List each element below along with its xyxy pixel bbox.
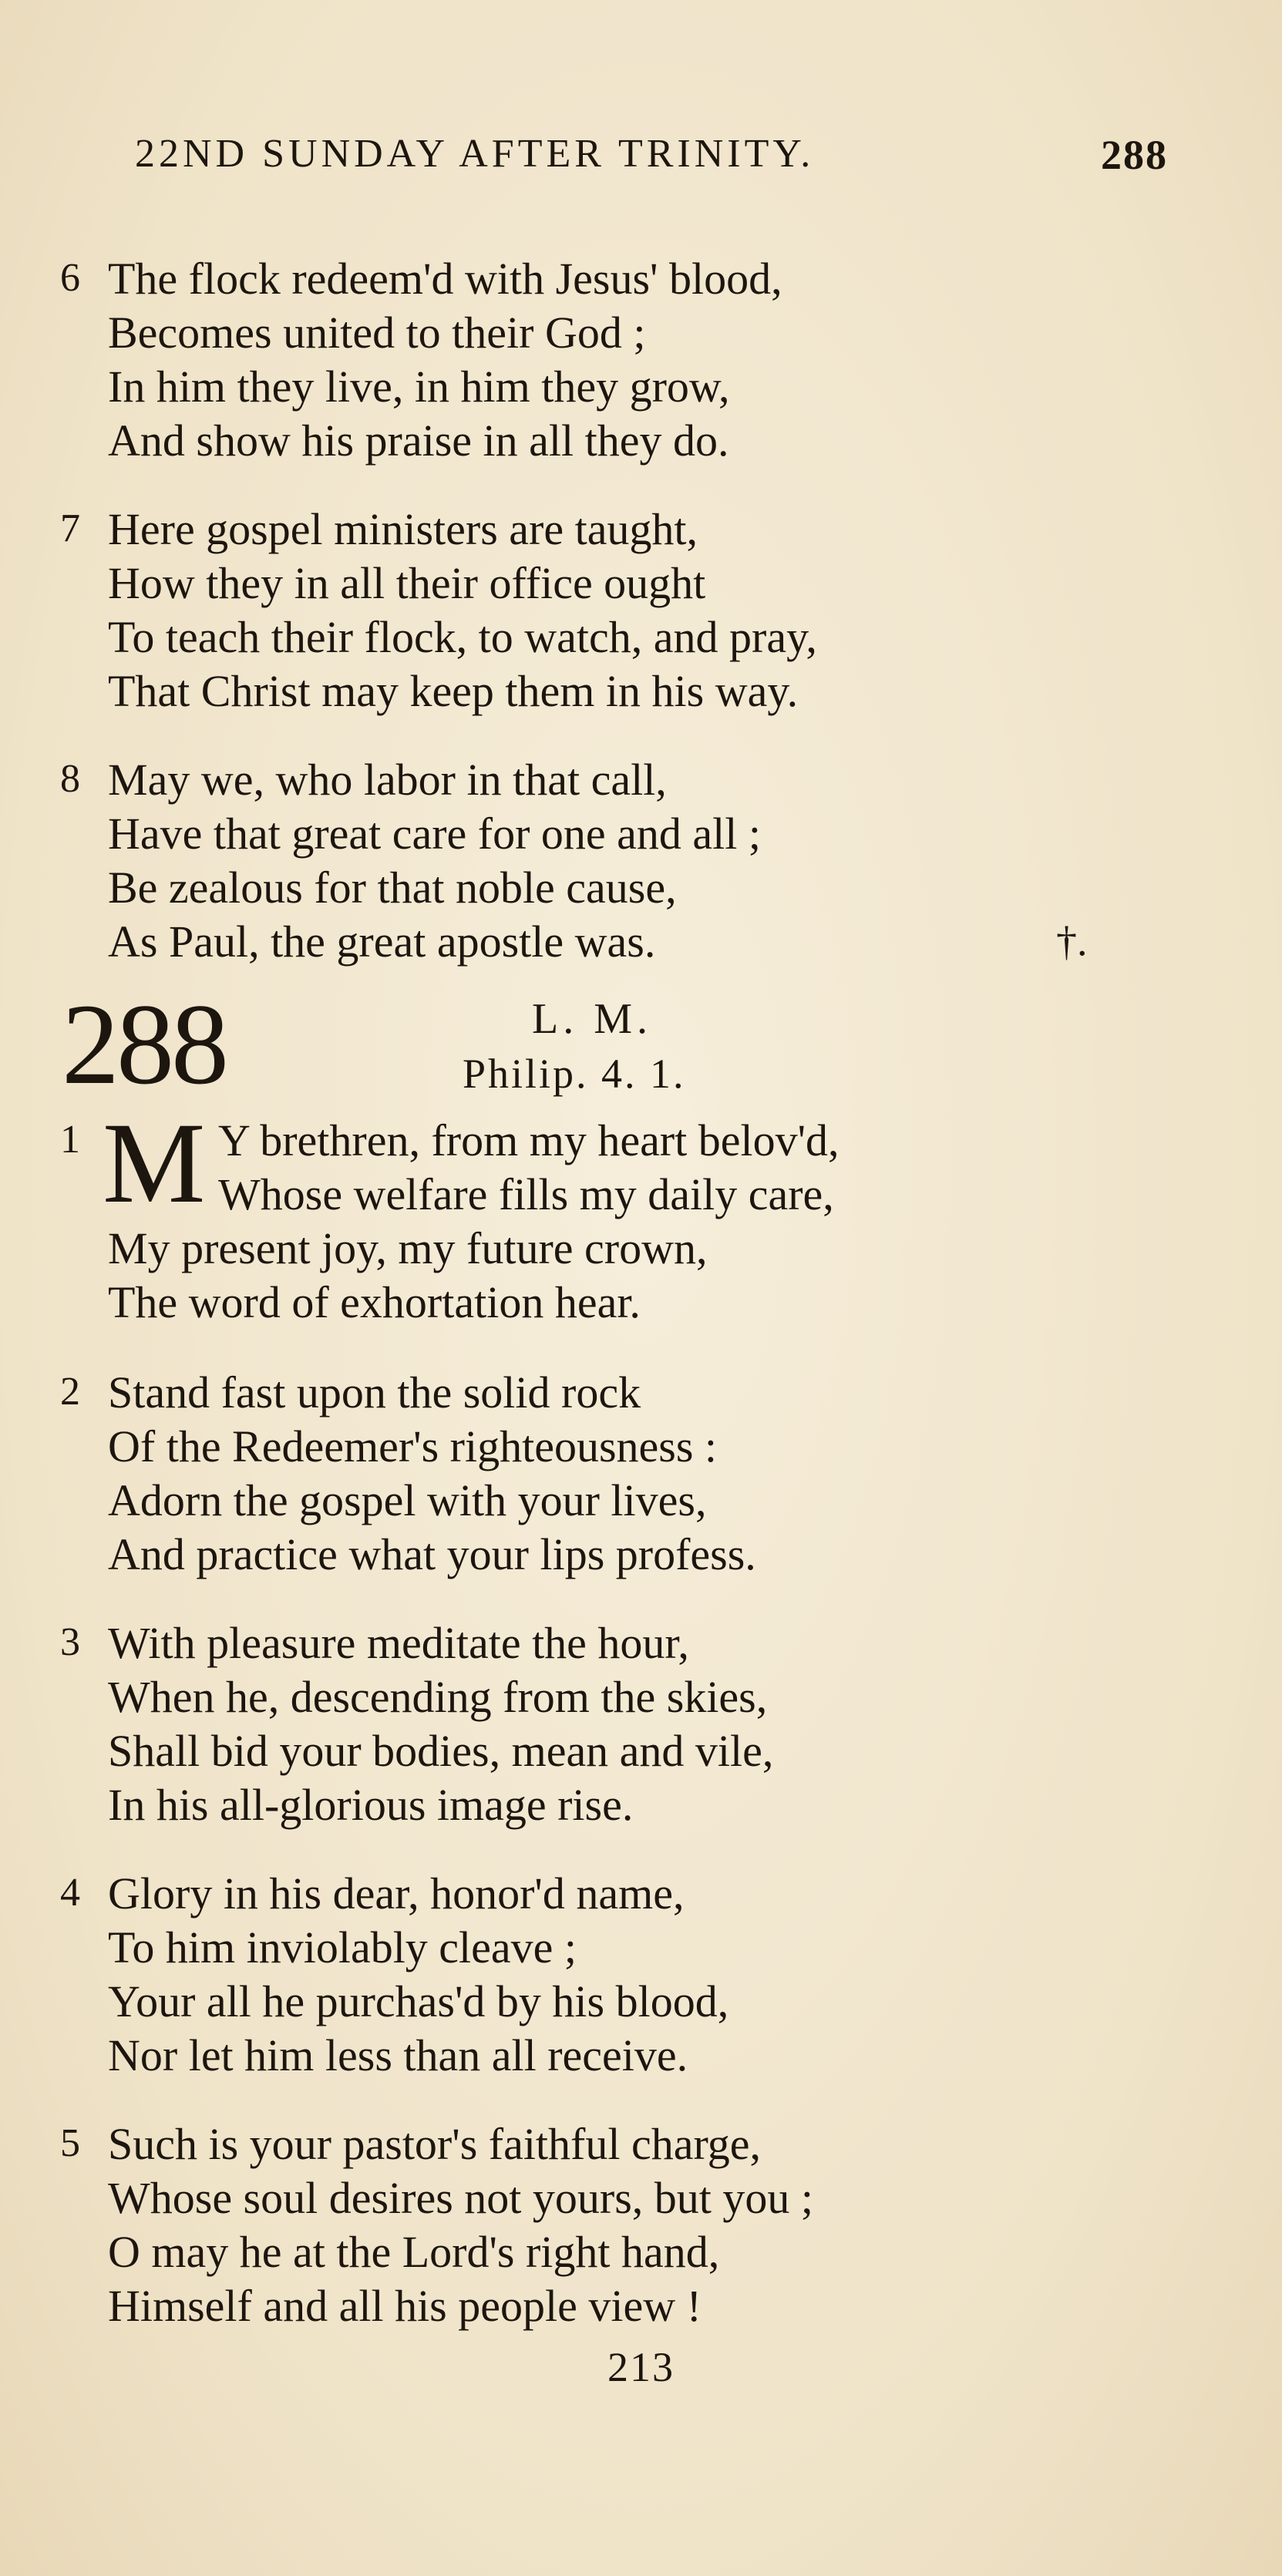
hymn-end-mark: †. [1056,918,1088,964]
verse-line: In him they live, in him they grow, [108,362,730,412]
verse-line: Y brethren, from my heart belov'd, [218,1115,840,1165]
stanza-7 [60,503,1109,718]
verse-line: The word of exhortation hear. [108,1277,641,1327]
stanza-2 [60,1366,1109,1582]
verse-line: Glory in his dear, honor'd name, [108,1868,685,1919]
verse-line: When he, descending from the skies, [108,1672,768,1722]
verse-line: Such is your pastor's faithful charge, [108,2119,761,2169]
stanza-4 [60,1867,1109,2083]
page-header [135,131,1168,185]
verse-line: My present joy, my future crown, [108,1223,708,1273]
hymn-number: 288 [62,980,226,1108]
verse-line: And practice what your lips profess. [108,1529,756,1579]
verse-line: Your all he purchas'd by his blood, [108,1976,729,2026]
verse-line: With pleasure meditate the hour, [108,1618,689,1668]
verse-line: Have that great care for one and all ; [108,809,762,859]
verse-line: The flock redeem'd with Jesus' blood, [108,254,782,304]
stanza-number: 1 [60,1118,80,1162]
verse-line: Of the Redeemer's righteousness : [108,1421,718,1471]
verse-line: Whose welfare fills my daily care, [218,1169,834,1219]
verse-line: And show his praise in all they do. [108,415,729,466]
verse-line: As Paul, the great apostle was. [108,916,656,967]
stanza-8 [60,753,1109,969]
hymn-meter: L. M. [532,995,652,1043]
verse-line: Whose soul desires not yours, but you ; [108,2173,814,2223]
stanza-number: 4 [60,1871,80,1915]
verse-line: Here gospel ministers are taught, [108,504,698,554]
stanza-number: 8 [60,757,80,801]
stanza-number: 7 [60,506,80,550]
verse-line: To him inviolably cleave ; [108,1922,577,1972]
verse-line: To teach their flock, to watch, and pray, [108,612,817,662]
stanza-number: 3 [60,1620,80,1664]
signature-mark: 213 [607,2344,675,2390]
page-number: 288 [1101,132,1168,178]
verse-line: In his all-glorious image rise. [108,1780,634,1830]
stanza-number: 6 [60,256,80,300]
hymn-heading [62,980,1141,1125]
verse-line: Adorn the gospel with your lives, [108,1475,707,1525]
running-head: 22ND SUNDAY AFTER TRINITY. [135,132,815,176]
verse-line: Nor let him less than all receive. [108,2030,688,2080]
verse-line: May we, who labor in that call, [108,755,667,805]
stanza-5 [60,2117,1109,2333]
stanza-number: 5 [60,2121,80,2165]
drop-cap: M [103,1099,206,1227]
verse-line: Becomes united to their God ; [108,308,646,358]
verse-line: O may he at the Lord's right hand, [108,2227,720,2277]
stanza-number: 2 [60,1370,80,1414]
scripture-reference: Philip. 4. 1. [463,1051,686,1097]
verse-line: How they in all their office ought [108,558,706,608]
stanza-6 [60,252,1109,468]
stanza-3 [60,1616,1109,1832]
verse-line: That Christ may keep them in his way. [108,666,799,716]
stanza-1 [60,1099,1109,1330]
verse-line: Shall bid your bodies, mean and vile, [108,1726,774,1776]
verse-line: Stand fast upon the solid rock [108,1367,641,1417]
verse-line: Be zealous for that noble cause, [108,863,677,913]
verse-line: Himself and all his people view ! [108,2281,702,2331]
